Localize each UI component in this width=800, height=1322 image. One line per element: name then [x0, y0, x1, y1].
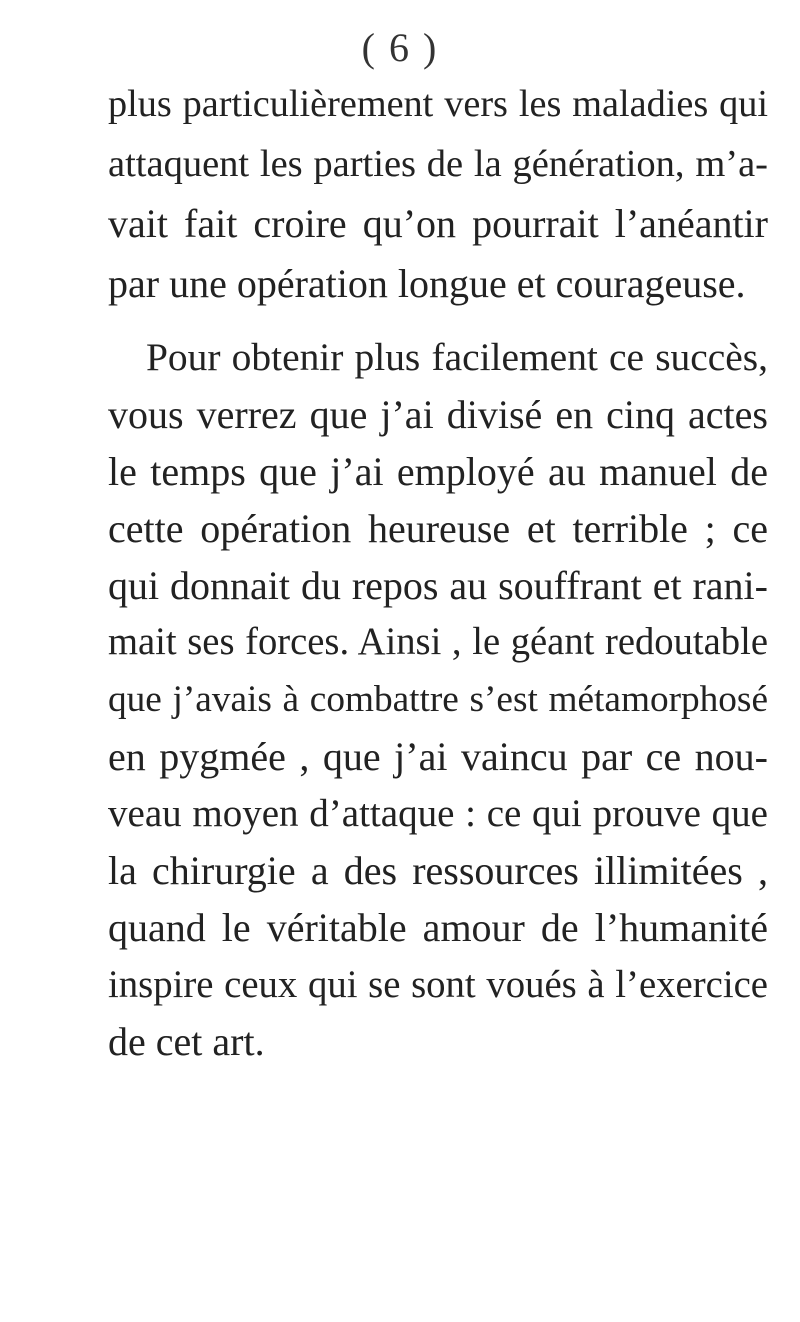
text-line: mait ses forces. Ainsi , le géant redoutable [108, 621, 768, 663]
page-number: ( 6 ) [361, 25, 439, 70]
text-line: plus particulièrement vers les maladies qui [108, 83, 768, 125]
paragraph [108, 329, 768, 1070]
text-line: la chirurgie a des ressources illimitées , [108, 848, 768, 893]
text-line: de cet art. [108, 1019, 265, 1064]
text-line: vait fait croire qu’on pourrait l’anéantir [108, 201, 768, 246]
text-line: que j’avais à combattre s’est métamorphosé [108, 679, 768, 720]
text-line: qui donnait du repos au souffrant et rani- [108, 563, 768, 608]
text-line: Pour obtenir plus facilement ce succès, [146, 335, 768, 379]
text-line: le temps que j’ai employé au manuel de [108, 449, 768, 494]
text-line: en pygmée , que j’ai vaincu par ce nou- [108, 734, 768, 779]
text-line: inspire ceux qui se sont voués à l’exercice [108, 963, 768, 1006]
text-line: par une opération longue et courageuse. [108, 261, 746, 306]
text-line: cette opération heureuse et terrible ; ce [108, 506, 768, 551]
paragraph-continuation [108, 74, 768, 314]
text-line: attaquent les parties de la génération, m’a- [108, 143, 768, 185]
text-line: quand le véritable amour de l’humanité [108, 905, 768, 950]
text-line: veau moyen d’attaque : ce qui prouve que [108, 792, 768, 835]
text-line: vous verrez que j’ai divisé en cinq actes [108, 392, 768, 437]
